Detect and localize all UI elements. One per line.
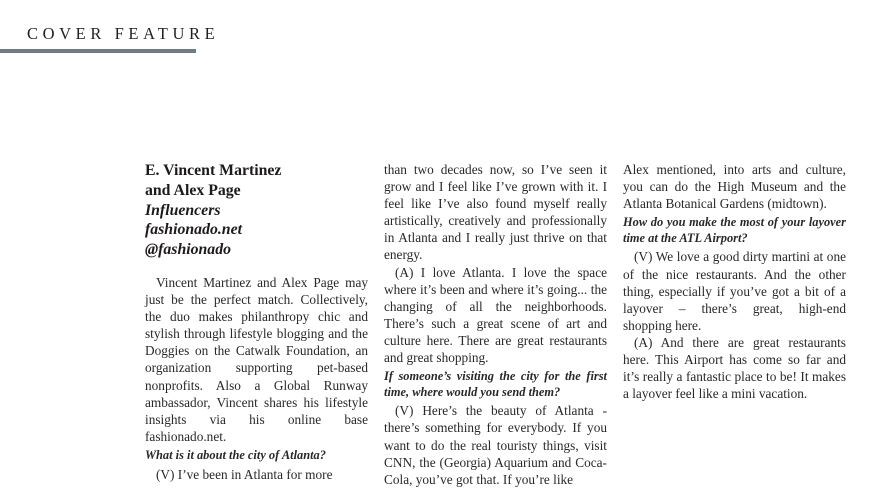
question-3: How do you make the most of your layover time at the ATL Airport? xyxy=(623,215,846,245)
answer-1-v-part-1: (V) I’ve been in Atlanta for more xyxy=(156,466,333,482)
column-1 xyxy=(145,161,368,483)
byline-website: fashionado.net xyxy=(145,221,242,239)
section-kicker: COVER FEATURE xyxy=(27,24,220,43)
answer-1-a: (A) I love Atlanta. I love the space where it’s been and where it’s going... the changing of all the neighborhoods. There’s such a great scene of art and culture here. There are great restaurants and great shopping. xyxy=(384,264,607,366)
byline-handle: @fashionado xyxy=(145,241,232,259)
column-2 xyxy=(384,161,607,488)
kicker-rule xyxy=(0,49,196,53)
column-3 xyxy=(623,161,846,402)
answer-3-v: (V) We love a good dirty martini at one of the nice restaurants. And the other thing, especially if you’ve got a bit of a layover – there’s great, high-end shopping here. xyxy=(623,249,846,333)
byline-name-line-2: and Alex Page xyxy=(145,181,241,199)
intro-paragraph: Vincent Martinez and Alex Page may just be the perfect match. Collectively, the duo makes philanthropy chic and stylish through lifestyle blogging and the Doggies on the Catwalk Foundation, an organization supporting pet-based nonprofits. Also a Global Runway ambassador, Vincent shares his lifestyle insights via his online base fashionado.net. xyxy=(145,274,368,444)
answer-2-v-part-2: Alex mentioned, into arts and culture, you can do the High Museum and the Atlanta Botanical Gardens (midtown). xyxy=(623,162,846,212)
byline xyxy=(145,161,368,260)
byline-role: Influencers xyxy=(145,201,221,219)
question-2: If someone’s visiting the city for the first time, where would you send them? xyxy=(384,369,607,399)
answer-1-v-part-2: than two decades now, so I’ve seen it grow and I feel like I’ve grown with it. I feel like I’ve also found myself really artistically, creatively and professionally in Atlanta and I really just thrive on that energy. xyxy=(384,162,607,263)
byline-name-line-1: E. Vincent Martinez xyxy=(145,162,282,179)
question-1: What is it about the city of Atlanta? xyxy=(145,447,326,462)
answer-3-a: (A) And there are great restaurants here. This Airport has come so far and it’s really a fantastic place to be! It makes a layover feel like a mini vacation. xyxy=(623,334,846,402)
answer-2-v-part-1: (V) Here’s the beauty of Atlanta - there’s something for everybody. If you want to do the real touristy things, visit CNN, the (Georgia) Aquarium and Coca-Cola, you’ve got that. If you’re like xyxy=(384,403,607,487)
